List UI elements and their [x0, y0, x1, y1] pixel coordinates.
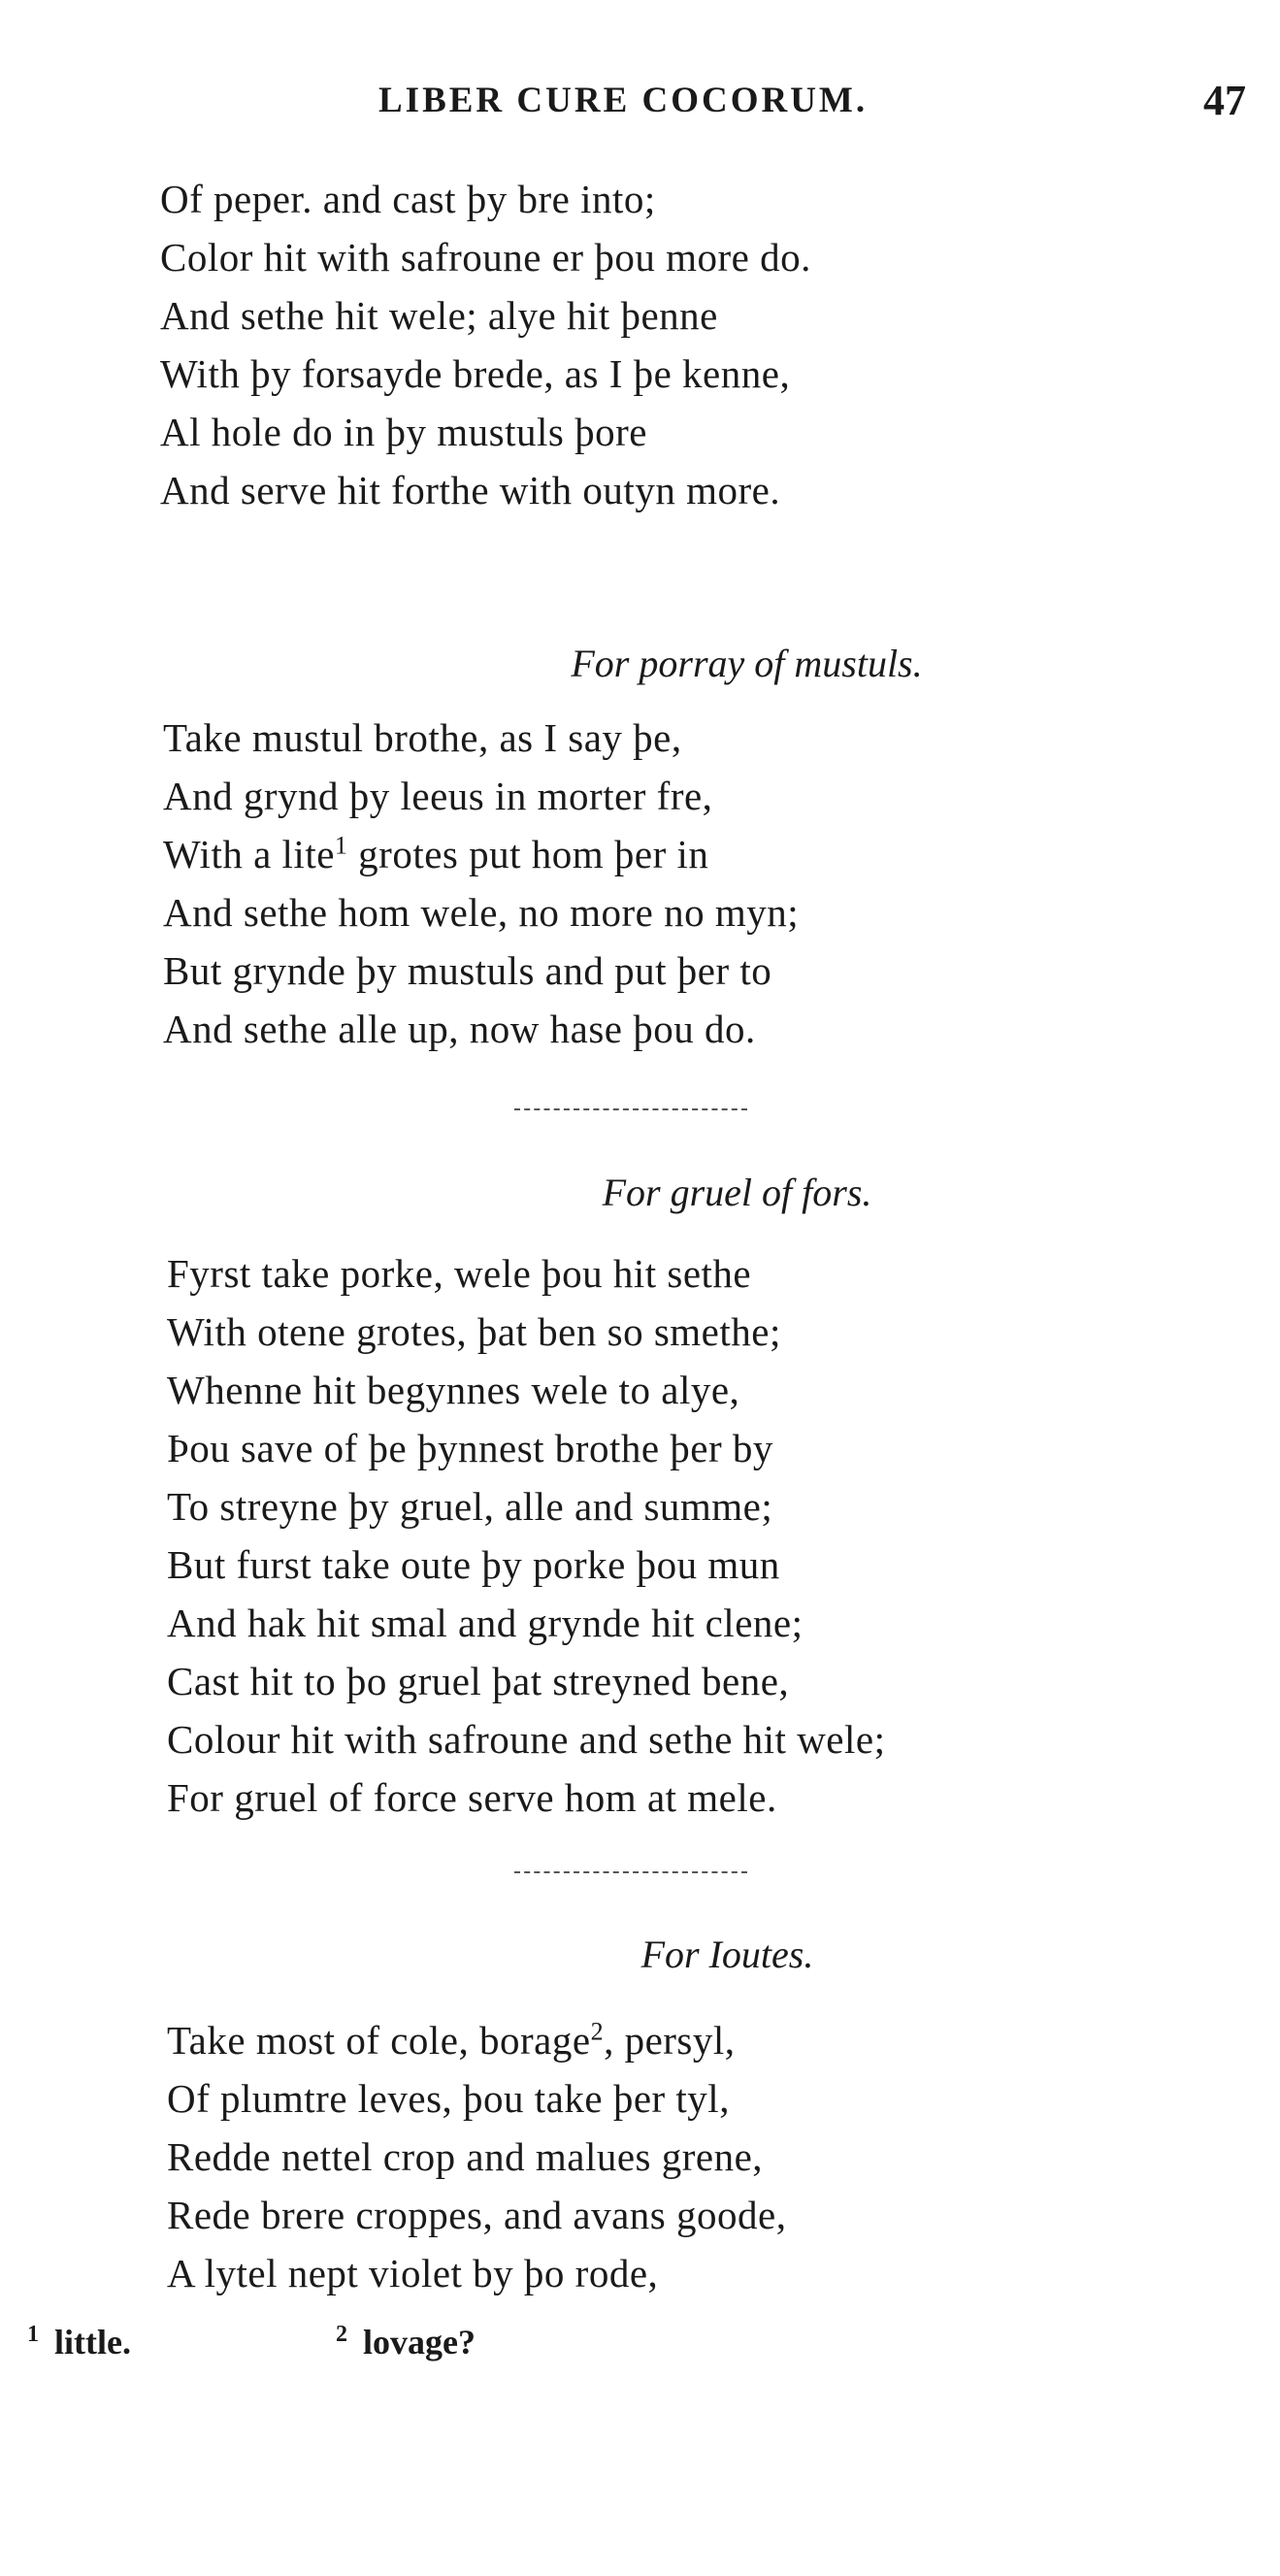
verse-line: And hak hit smal and grynde hit clene; — [167, 1601, 804, 1645]
verse-line: Rede brere croppes, and avans goode, — [167, 2193, 787, 2237]
verse-line: And sethe hit wele; alye hit þenne — [160, 293, 718, 338]
running-head — [0, 77, 1280, 138]
verse-line: Colour hit with safroune and sethe hit wele; — [167, 1717, 886, 1762]
footnote — [336, 2322, 476, 2362]
verse-line: Whenne hit begynnes wele to alye, — [167, 1368, 740, 1412]
footnote-text: lovage? — [363, 2323, 476, 2361]
verse-text: Take most of cole, borage — [167, 2018, 591, 2063]
verse-line: Al hole do in þy mustuls þore — [160, 410, 647, 454]
verse-line: Redde nettel crop and malues grene, — [167, 2134, 764, 2179]
verse-line: Of plumtre leves, þou take þer tyl, — [167, 2076, 730, 2121]
verse-line: Cast hit to þo gruel þat streyned bene, — [167, 1659, 790, 1703]
verse-line: Þou save of þe þynnest brothe þer by — [167, 1426, 773, 1470]
running-title: LIBER CURE COCORUM. — [378, 81, 869, 120]
verse-line: A lytel nept violet by þo rode, — [167, 2251, 659, 2295]
footnote-reference: 1 — [334, 831, 348, 860]
page-number: 47 — [1203, 77, 1246, 124]
footnote — [27, 2322, 131, 2362]
verse-line: Color hit with safroune er þou more do. — [160, 235, 811, 280]
section-divider — [514, 1108, 747, 1110]
verse-line: To streyne þy gruel, alle and summe; — [167, 1484, 773, 1529]
verse-line: Of peper. and cast þy bre into; — [160, 177, 656, 221]
footnote-reference: 2 — [590, 2017, 605, 2046]
verse-line: And sethe hom wele, no more no myn; — [163, 890, 800, 935]
verse-ioutes — [167, 2011, 786, 2302]
recipe-title-porray: For porray of mustuls. — [571, 642, 923, 685]
section-divider — [514, 1871, 747, 1873]
verse-line — [163, 825, 799, 883]
verse-line: Take mustul brothe, as I say þe, — [163, 715, 682, 760]
verse-line: But grynde þy mustuls and put þer to — [163, 948, 772, 993]
verse-text: grotes put hom þer in — [347, 832, 709, 876]
verse-line: With þy forsayde brede, as I þe kenne, — [160, 351, 791, 396]
verse-line — [167, 2011, 786, 2069]
verse-continuation — [160, 170, 811, 519]
verse-line: With otene grotes, þat ben so smethe; — [167, 1309, 781, 1354]
verse-line: And serve hit forthe with outyn more. — [160, 468, 781, 512]
recipe-title-ioutes: For Ioutes. — [640, 1932, 814, 1976]
footnote-text: little. — [54, 2323, 131, 2361]
verse-gruel — [167, 1244, 885, 1827]
verse-text: With a lite — [163, 832, 335, 876]
verse-porray — [163, 709, 799, 1058]
verse-text: , persyl, — [604, 2018, 736, 2063]
verse-line: And grynd þy leeus in morter fre, — [163, 774, 713, 818]
verse-line: And sethe alle up, now hase þou do. — [163, 1007, 756, 1051]
verse-line: For gruel of force serve hom at mele. — [167, 1775, 777, 1820]
recipe-title-gruel: For gruel of fors. — [602, 1171, 872, 1214]
verse-line: But furst take oute þy porke þou mun — [167, 1542, 780, 1587]
verse-line: Fyrst take porke, wele þou hit sethe — [167, 1251, 752, 1296]
footnote-mark: 2 — [336, 2322, 347, 2347]
footnote-mark: 1 — [27, 2322, 39, 2347]
